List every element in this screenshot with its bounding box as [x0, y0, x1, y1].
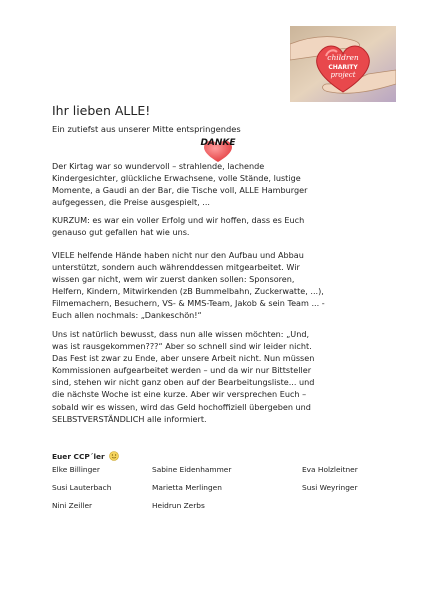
- text-line: Euch allen nochmals: „Dankeschön!“: [52, 310, 202, 321]
- text-line: sobald wir es wissen, wird das Geld hochoffiziell übergeben und: [52, 401, 311, 412]
- paragraph-kurzum: [52, 214, 382, 238]
- text-line: SELBSTVERSTÄNDLICH alle informiert.: [52, 413, 207, 424]
- danke-word: DANKE: [200, 138, 236, 148]
- logo-text-charity: CHARITY: [328, 64, 358, 71]
- signature-name: Susi Lauterbach: [52, 483, 112, 492]
- text-line: VIELE helfende Hände haben nicht nur den Aufbau und Abbau: [52, 250, 304, 260]
- paragraph-kirtag: [52, 160, 382, 208]
- children-charity-project-logo: [290, 26, 396, 102]
- signature-name: Sabine Eidenhammer: [152, 465, 232, 474]
- signature-name: Elke Billinger: [52, 465, 100, 474]
- logo-text-project: project: [330, 71, 356, 79]
- text-line: sind, stehen wir nicht ganz oben auf der Bearbeitungsliste... und: [52, 377, 315, 388]
- signature-name: Susi Weyringer: [302, 483, 358, 492]
- text-line: Das Fest ist zwar zu Ende, aber unsere Arbeit nicht. Nun müssen: [52, 353, 315, 364]
- signature-name: Marietta Merlingen: [152, 483, 222, 492]
- paragraph-helfende-haende: [52, 249, 382, 322]
- heart-hands-logo-icon: [290, 26, 396, 102]
- text-line: die nächste Woche ist eine kurze. Aber wir versprechen Euch –: [52, 389, 307, 400]
- text-line: genauso gut gefallen hat wie uns.: [52, 227, 190, 238]
- text-line: was ist rausgekommen???“ Aber so schnell sind wir leider nicht.: [52, 341, 312, 352]
- text-line: KURZUM: es war ein voller Erfolg und wir hoffen, dass es Euch: [52, 215, 305, 225]
- signoff-text: Euer CCP´ler: [52, 452, 105, 461]
- signature-name: Nini Zeiller: [52, 501, 93, 510]
- intro-line: Ein zutiefst aus unserer Mitte entspringendes: [52, 124, 241, 134]
- text-line: Uns ist natürlich bewusst, dass nun alle wissen möchten: „Und,: [52, 329, 310, 339]
- paragraph-ergebnis: [52, 328, 382, 425]
- text-line: unterstützt, sondern auch währenddessen mitgearbeitet. Wir: [52, 262, 300, 273]
- text-line: Momente, a Gaudi an der Bar, die Tische voll, ALLE Hamburger: [52, 185, 308, 196]
- logo-text-children: children: [327, 53, 359, 62]
- signature-name: Eva Holzleitner: [302, 465, 358, 474]
- danke-heart-graphic: [188, 135, 248, 163]
- text-line: Kindergesichter, glückliche Erwachsene, volle Stände, lustige: [52, 173, 301, 184]
- text-line: Kommissionen aufgearbeitet werden – und da wir nur Bittsteller: [52, 365, 312, 376]
- signoff: [52, 451, 119, 461]
- text-line: Der Kirtag war so wundervoll – strahlende, lachende: [52, 161, 265, 171]
- text-line: wissen gar nicht, wem wir zuerst danken sollen: Sponsoren,: [52, 274, 295, 285]
- page-title: Ihr lieben ALLE!: [52, 103, 151, 118]
- text-line: aufgegessen, die Preise ausgespielt, ...: [52, 197, 210, 208]
- text-line: Filmemachern, Besuchern, VS- & MMS-Team, Jakob & sein Team ... -: [52, 298, 325, 309]
- smiley-icon: [109, 451, 119, 461]
- text-line: Helfern, Kindern, Mitwirkenden (zB Bummelbahn, Zuckerwatte, ...),: [52, 286, 324, 297]
- signature-name: Heidrun Zerbs: [152, 501, 205, 510]
